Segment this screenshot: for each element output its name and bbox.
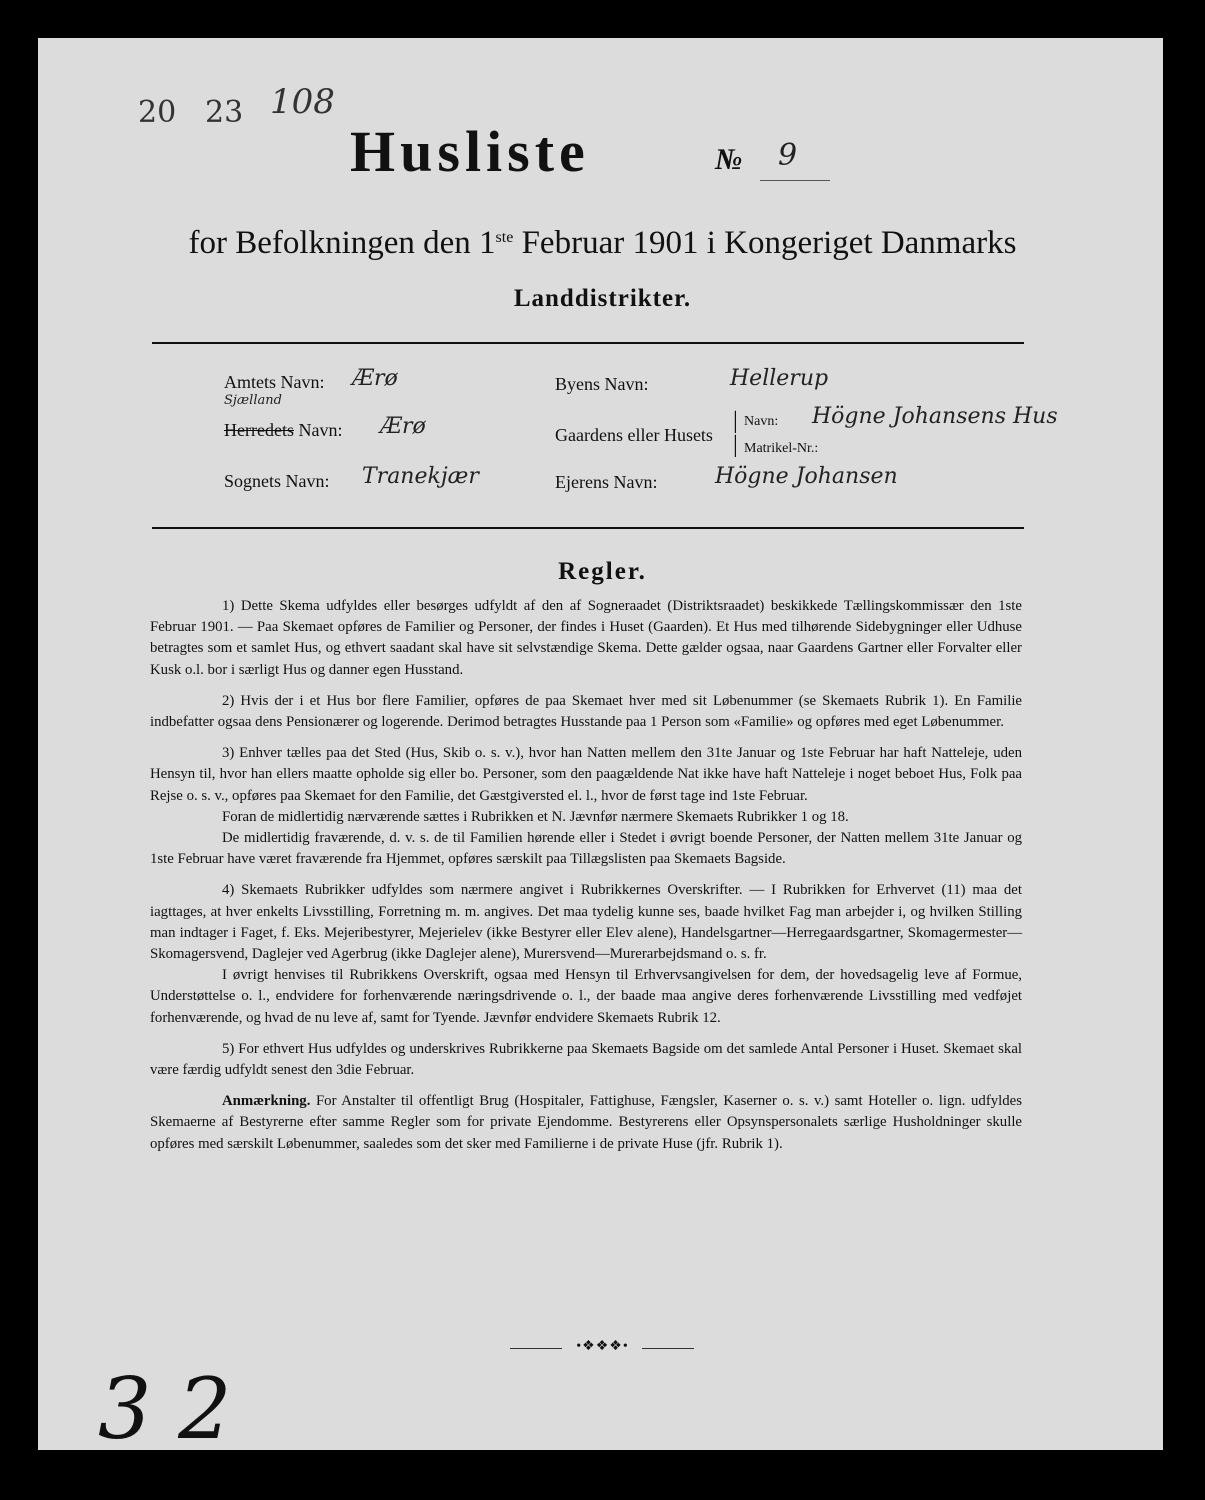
handwritten-page-number: 3 2 (98, 1360, 232, 1458)
herred-value: Ærø (380, 414, 426, 439)
ejer-value: Högne Johansen (715, 464, 898, 489)
gaard-navn-label: Navn: (744, 414, 779, 429)
page-title: Husliste (350, 119, 590, 184)
by-value: Hellerup (730, 366, 829, 391)
by-label: Byens Navn: (555, 374, 649, 394)
corner-number-a: 20 (138, 95, 177, 130)
brace-icon: | (733, 408, 738, 434)
rule-4b: I øvrigt henvises til Rubrikkens Overskrift, ogsaa med Hensyn til Erhvervsangivelsen for dem, der hovedsagelig leve af Formue, Understøttelse o. l., endvidere for forhenværende næringsdrivende o. l., der baade maa angive deres forhenværende Livsstilling med vedføjet forhenværende, og hvad de nu leve af, samt for Tyende. Jævnfør endvidere Skemaets Rubrik 12. (150, 967, 1022, 1026)
number-label: № (715, 143, 743, 176)
rule-2: 2) Hvis der i et Hus bor flere Familier, opføres de paa Skemaet hver med sit Løbenummer (se Skemaets Rubrik 1). En Familie indbefatter ogsaa dens Pensionærer og logerende. Derimod betragtes Husstande paa 1 Person som «Familie» og opføres med eget Løbenummer. (150, 692, 1022, 731)
rule-3c: De midlertidig fraværende, d. v. s. de til Familien hørende eller i Stedet i øvrigt boende Personer, der Natten mellem 31te Januar og 1ste Februar have været fraværende fra Hjemmet, opføres særskilt paa Tillægslisten paa Skemaets Bagside. (150, 830, 1022, 868)
rule-4a: 4) Skemaets Rubrikker udfyldes som nærmere angivet i Rubrikkernes Overskrifter. — I Rubrikken for Erhvervet (11) maa det iagttages, at hver enkelts Livsstilling, Forretning m. m. angives. Det maa tydelig kunne ses, baade hvilket Fag man arbejder i, og hvilken Stilling man indtager i Faget, f. Eks. Mejeribestyrer, Mejerielev (ikke Bestyrer eller Elev alene), Handelsgartner—Herregaardsgartner, Skomagermester—Skomagersvend, Daglejer ved Agerbrug (ikke Daglejer alene), Murersvend—Murerarbejdsmand o. s. fr. (150, 882, 1022, 963)
subtitle-districts: Landdistrikter. (513, 285, 692, 312)
divider-top (152, 342, 1024, 344)
rules-heading: Regler. (558, 558, 647, 585)
corner-number-b: 23 (205, 95, 244, 130)
sogn-label: Sognets Navn: (224, 471, 330, 491)
ornament-line-right (642, 1348, 694, 1349)
rules-body (150, 596, 1022, 1165)
rule-3a: 3) Enhver tælles paa det Sted (Hus, Skib o. s. v.), hvor han Natten mellem den 31te Januar og 1ste Februar har haft Natteleje, uden Hensyn til, hvor han ellers maatte opholde sig eller bo. Personer, som den paagældende Nat ikke have haft Natteleje i noget beboet Hus, Folk paa Rejse o. s. v., opføres paa Skemaet for den Familie, det Gæstgiversted el. l., hvor de først tage ind 1ste Februar. (150, 745, 1022, 804)
corner-number-c: 108 (270, 82, 335, 122)
rule-note: Anmærkning. For Anstalter til offentligt Brug (Hospitaler, Fattighuse, Fængsler, Kaserner o. s. v.) samt Hoteller o. lign. udfyldes Skemaerne af Bestyrerne efter samme Regler som for private Ejendomme. Bestyrerens eller Opsynspersonalets særlige Husholdninger skulle opføres med særskilt Løbenummer, saaledes som det sker med Familierne i de private Huse (jfr. Rubrik 1). (150, 1093, 1022, 1152)
rule-3b: Foran de midlertidig nærværende sættes i Rubrikken et N. Jævnfør nærmere Skemaets Rubrikker 1 og 18. (222, 808, 849, 825)
ornament: •❖❖❖• (576, 1339, 629, 1354)
gaard-navn-value: Högne Johansens Hus (812, 404, 1058, 429)
matrikel-label: Matrikel-Nr.: (744, 441, 819, 456)
subtitle: for Befolkningen den 1ste Februar 1901 i Kongeriget Danmarks (188, 225, 1017, 261)
herred-annotation: Sjælland (224, 393, 282, 408)
amt-value: Ærø (352, 366, 398, 391)
herred-label: Herredets Navn: (224, 420, 343, 440)
number-value: 9 (778, 138, 798, 173)
gaard-label: Gaardens eller Husets (555, 425, 713, 445)
amt-label: Amtets Navn: (224, 372, 325, 392)
ejer-label: Ejerens Navn: (555, 472, 658, 492)
divider-bottom (152, 527, 1024, 529)
brace-icon-2: | (733, 432, 738, 458)
number-line (760, 180, 830, 181)
rule-5: 5) For ethvert Hus udfyldes og underskrives Rubrikkerne paa Skemaets Bagside om det samlede Antal Personer i Huset. Skemaet skal være færdig udfyldt senest den 3die Februar. (150, 1040, 1022, 1079)
sogn-value: Tranekjær (362, 464, 479, 489)
rule-1: 1) Dette Skema udfyldes eller besørges udfyldt af den af Sogneraadet (Distriktsraadet) beskikkede Tællingskommissær den 1ste Februar 1901. — Paa Skemaet opføres de Familier og Personer, der findes i Huset (Gaarden). Et Hus med tilhørende Sidebygninger eller Udhuse betragtes som et samlet Hus, og ethvert saadant skal have sit selvstændige Skema. Dette gælder ogsaa, naar Gaardens Gartner eller Forvalter eller Kusk o.l. bor i særligt Hus og danner egen Husstand. (150, 598, 1022, 678)
